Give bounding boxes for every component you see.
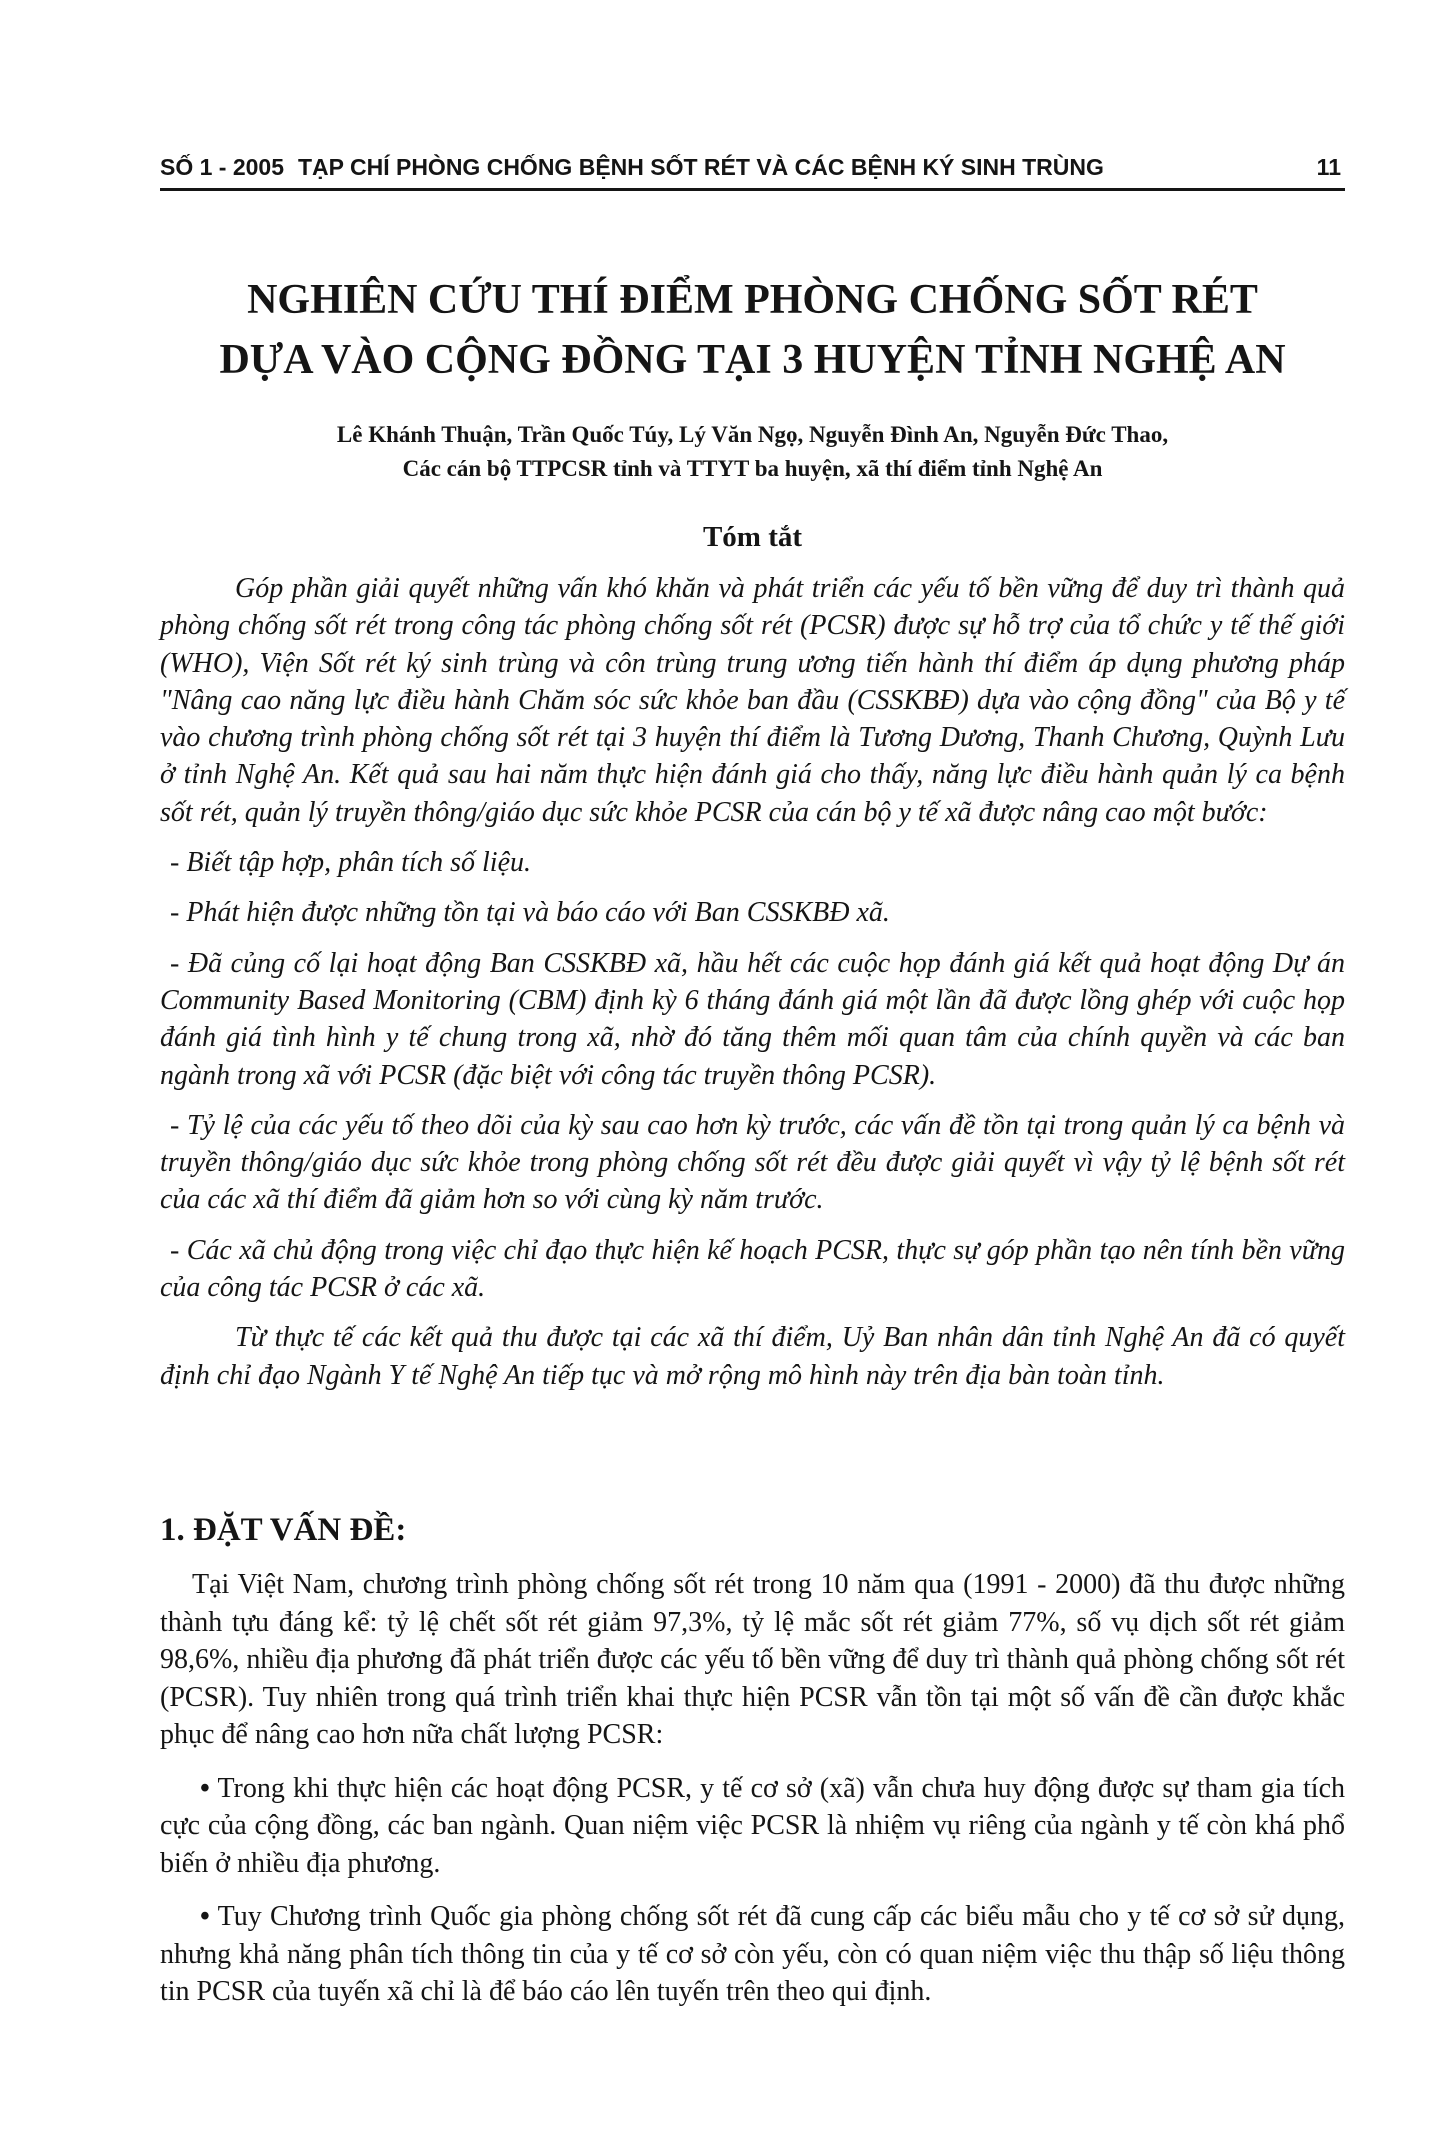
bullet-dot-icon: • [200, 1772, 210, 1804]
page-number: 11 [1316, 154, 1341, 180]
abstract-bullet-1: - Biết tập hợp, phân tích số liệu. [170, 847, 532, 879]
issue-number: SỐ 1 - 2005 [160, 154, 285, 180]
abstract-conclusion: Từ thực tế các kết quả thu được tại các xã thí điểm, Uỷ Ban nhân dân tỉnh Nghệ An đã có quyết định chỉ đạo Ngành Y tế Nghệ An tiếp tục và mở rộng mô hình này trên địa bàn toàn tỉnh. [160, 1322, 1345, 1391]
abstract-bullet-5: - Các xã chủ động trong việc chỉ đạo thực hiện kế hoạch PCSR, thực sự góp phần tạo nên tính bền vững của công tác PCSR ở các xã. [160, 1234, 1345, 1304]
bullet-paragraph-2 [160, 1898, 1345, 2011]
abstract-bullet-4: - Tỷ lệ của các yếu tố theo dõi của kỳ sau cao hơn kỳ trước, các vấn đề tồn tại trong quản lý ca bệnh và truyền thông/giáo dục sức khỏe trong phòng chống sốt rét đều được giải quyết vì vậy tỷ lệ bệnh sốt rét của các xã thí điểm đã giảm hơn so với cùng kỳ năm trước. [160, 1109, 1345, 1216]
abstract-bullet-3: - Đã củng cố lại hoạt động Ban CSSKBĐ xã, hầu hết các cuộc họp đánh giá kết quả hoạt động Dự án Community Based Monitoring (CBM) định kỳ 6 tháng đánh giá một lần đã được lồng ghép với cuộc họp đánh giá tình hình y tế chung trong xã, nhờ đó tăng thêm mối quan tâm của chính quyền và các ban ngành trong xã với PCSR (đặc biệt với công tác truyền thông PCSR). [160, 947, 1345, 1091]
abstract-body [160, 570, 1345, 1407]
author-list [160, 418, 1345, 486]
section-body [160, 1566, 1345, 2027]
bullet-text-1: Trong khi thực hiện các hoạt động PCSR, y tế cơ sở (xã) vẫn chưa huy động được sự tham gia tích cực của cộng đồng, các ban ngành. Quan niệm việc PCSR là nhiệm vụ riêng của ngành y tế còn khá phổ biến ở nhiều địa phương. [160, 1772, 1346, 1879]
authors-line-2: Các cán bộ TTPCSR tỉnh và TTYT ba huyện, xã thí điểm tỉnh Nghệ An [402, 456, 1103, 481]
article-title [160, 270, 1345, 390]
abstract-heading: Tóm tắt [702, 521, 803, 553]
bullet-paragraph-1 [160, 1770, 1345, 1883]
section-heading: 1. ĐẶT VẤN ĐỀ: [160, 1512, 407, 1548]
bullet-dot-icon: • [200, 1901, 210, 1932]
journal-name: TẠP CHÍ PHÒNG CHỐNG BỆNH SỐT RÉT VÀ CÁC BỆNH KÝ SINH TRÙNG [298, 154, 1104, 180]
title-line-2: DỰA VÀO CỘNG ĐỒNG TẠI 3 HUYỆN TỈNH NGHỆ AN [219, 337, 1286, 383]
running-header [160, 150, 1345, 191]
authors-line-1: Lê Khánh Thuận, Trần Quốc Túy, Lý Văn Ngọ, Nguyễn Đình An, Nguyễn Đức Thao, [336, 422, 1169, 447]
abstract-intro: Góp phần giải quyết những vấn khó khăn và phát triển các yếu tố bền vững để duy trì thành quả phòng chống sốt rét trong công tác phòng chống sốt rét (PCSR) được sự hỗ trợ của tổ chức y tế thế giới (WHO), Viện Sốt rét ký sinh trùng và côn trùng trung ương tiến hành thí điểm áp dụng phương pháp "Nâng cao năng lực điều hành Chăm sóc sức khỏe ban đầu (CSSKBĐ) dựa vào cộng đồng" của Bộ y tế vào chương trình phòng chống sốt rét tại 3 huyện thí điểm là Tương Dương, Thanh Chương, Quỳnh Lưu ở tỉnh Nghệ An. Kết quả sau hai năm thực hiện đánh giá cho thấy, năng lực điều hành quản lý ca bệnh sốt rét, quản lý truyền thông/giáo dục sức khỏe PCSR của cán bộ y tế xã được nâng cao một bước: [160, 573, 1345, 828]
title-line-1: NGHIÊN CỨU THÍ ĐIỂM PHÒNG CHỐNG SỐT RÉT [247, 277, 1258, 323]
bullet-text-2: Tuy Chương trình Quốc gia phòng chống sốt rét đã cung cấp các biểu mẫu cho y tế cơ sở sử dụng, nhưng khả năng phân tích thông tin của y tế cơ sở còn yếu, còn có quan niệm việc thu thập số liệu thông tin PCSR của tuyến xã chỉ là để báo cáo lên tuyến trên theo qui định. [160, 1901, 1346, 2007]
abstract-bullet-2: - Phát hiện được những tồn tại và báo cáo với Ban CSSKBĐ xã. [170, 897, 890, 929]
section-paragraph: Tại Việt Nam, chương trình phòng chống sốt rét trong 10 năm qua (1991 - 2000) đã thu được những thành tựu đáng kể: tỷ lệ chết sốt rét giảm 97,3%, tỷ lệ mắc sốt rét giảm 77%, số vụ dịch sốt rét giảm 98,6%, nhiều địa phương đã phát triển được các yếu tố bền vững để duy trì thành quả phòng chống sốt rét (PCSR). Tuy nhiên trong quá trình triển khai thực hiện PCSR vẫn tồn tại một số vấn đề cần được khắc phục để nâng cao hơn nữa chất lượng PCSR: [160, 1569, 1345, 1750]
